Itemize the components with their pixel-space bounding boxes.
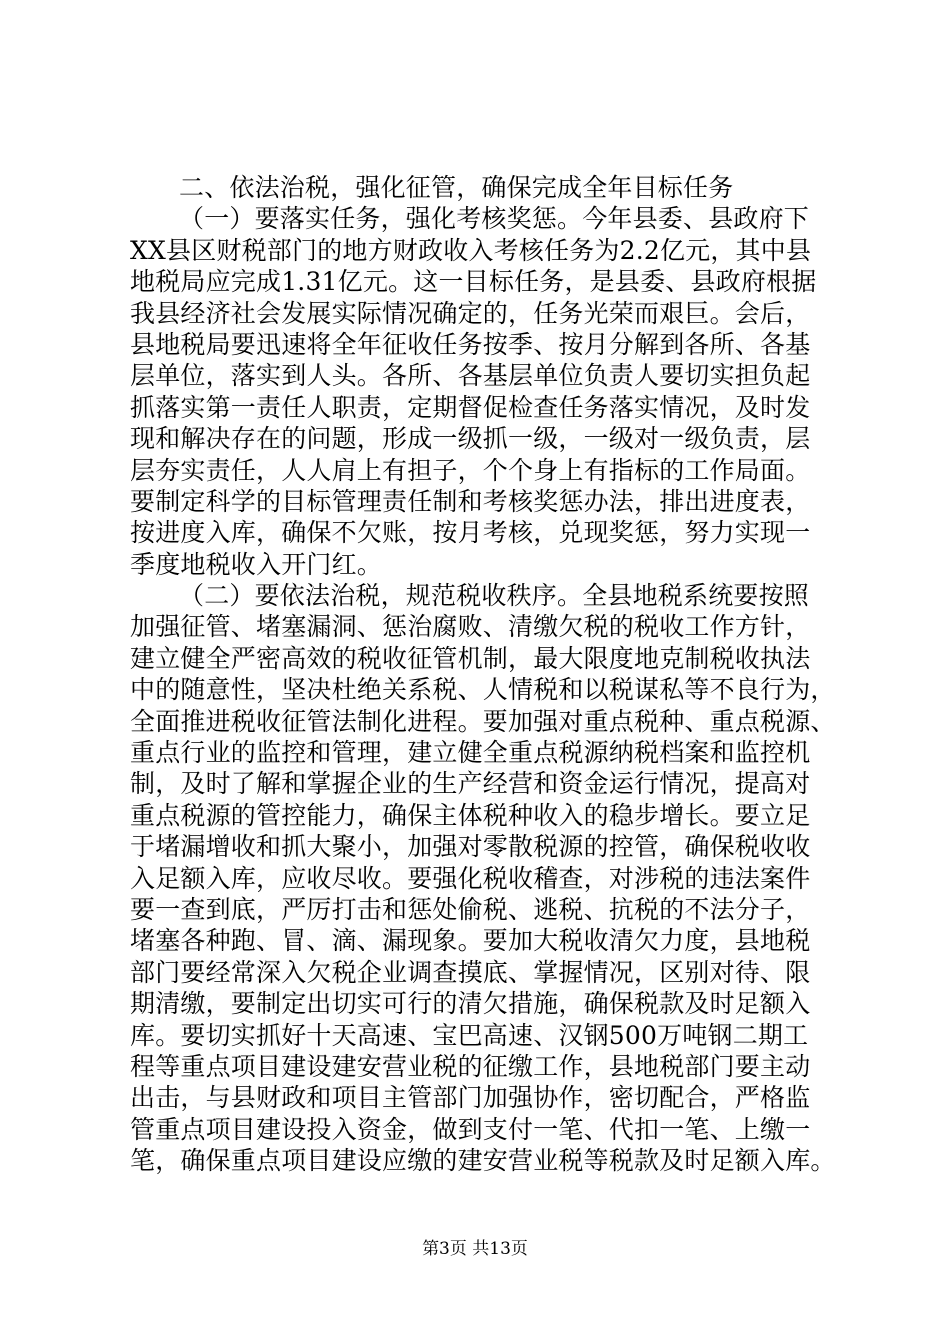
paragraph-line: 建立健全严密高效的税收征管机制，最大限度地克制税收执法 [130,643,811,673]
paragraph-line: 出击，与县财政和项目主管部门加强协作，密切配合，严格监 [130,1083,811,1113]
paragraph-line: 入足额入库，应收尽收。要强化税收稽查，对涉税的违法案件 [130,863,811,893]
paragraph-line: 地税局应完成1.31亿元。这一目标任务，是县委、县政府根据 [130,267,817,297]
paragraph-line: 堵塞各种跑、冒、滴、漏现象。要加大税收清欠力度，县地税 [130,926,811,956]
paragraph-line: 层单位，落实到人头。各所、各基层单位负责人要切实担负起 [130,361,811,391]
paragraph-line: 要一查到底，严厉打击和惩处偷税、逃税、抗税的不法分子， [130,894,811,924]
paragraph-line: 要制定科学的目标管理责任制和考核奖惩办法，排出进度表， [130,486,811,516]
paragraph-line: 库。要切实抓好十天高速、宝巴高速、汉钢500万吨钢二期工 [130,1020,809,1050]
paragraph-line: 于堵漏增收和抓大聚小，加强对零散税源的控管，确保税收收 [130,832,811,862]
paragraph-line: 层夯实责任，人人肩上有担子，个个身上有指标的工作局面。 [130,455,811,485]
paragraph-line: 季度地税收入开门红。 [130,549,383,579]
paragraph-line: 我县经济社会发展实际情况确定的，任务光荣而艰巨。会后， [130,298,811,328]
paragraph-line: （二）要依法治税，规范税收秩序。全县地税系统要按照 [179,581,810,611]
paragraph-line: 中的随意性，坚决杜绝关系税、人情税和以税谋私等不良行为， [130,675,836,705]
paragraph-line: 重点行业的监控和管理，建立健全重点税源纳税档案和监控机 [130,738,811,768]
paragraph-line: 全面推进税收征管法制化进程。要加强对重点税种、重点税源、 [130,706,836,736]
paragraph-line: 部门要经常深入欠税企业调查摸底、掌握情况，区别对待、限 [130,957,811,987]
document-body [130,172,836,1177]
paragraph-line: （一）要落实任务，强化考核奖惩。今年县委、县政府下 [179,204,810,234]
section-heading: 二、依法治税，强化征管，确保完成全年目标任务 [179,173,734,202]
paragraph-line: 期清缴，要制定出切实可行的清欠措施，确保税款及时足额入 [130,989,811,1019]
paragraph-line: 按进度入库，确保不欠账，按月考核，兑现奖惩，努力实现一 [130,518,811,548]
paragraph-line: 管重点项目建设投入资金，做到支付一笔、代扣一笔、上缴一 [130,1114,811,1144]
paragraph-line: XX县区财税部门的地方财政收入考核任务为2.2亿元，其中县 [130,235,812,265]
paragraph-line: 制，及时了解和掌握企业的生产经营和资金运行情况，提高对 [130,769,811,799]
paragraph-line: 重点税源的管控能力，确保主体税种收入的稳步增长。要立足 [130,800,811,830]
paragraph-line: 程等重点项目建设建安营业税的征缴工作，县地税部门要主动 [130,1051,811,1081]
paragraph-line: 县地税局要迅速将全年征收任务按季、按月分解到各所、各基 [130,329,811,359]
paragraph-line: 抓落实第一责任人职责，定期督促检查任务落实情况，及时发 [130,392,811,422]
page-number-footer: 第3页 共13页 [422,1239,528,1259]
paragraph-line: 加强征管、堵塞漏洞、惩治腐败、清缴欠税的税收工作方针， [130,612,811,642]
paragraph-line: 现和解决存在的问题，形成一级抓一级，一级对一级负责，层 [130,424,811,454]
paragraph-line: 笔，确保重点项目建设应缴的建安营业税等税款及时足额入库。 [130,1146,836,1176]
